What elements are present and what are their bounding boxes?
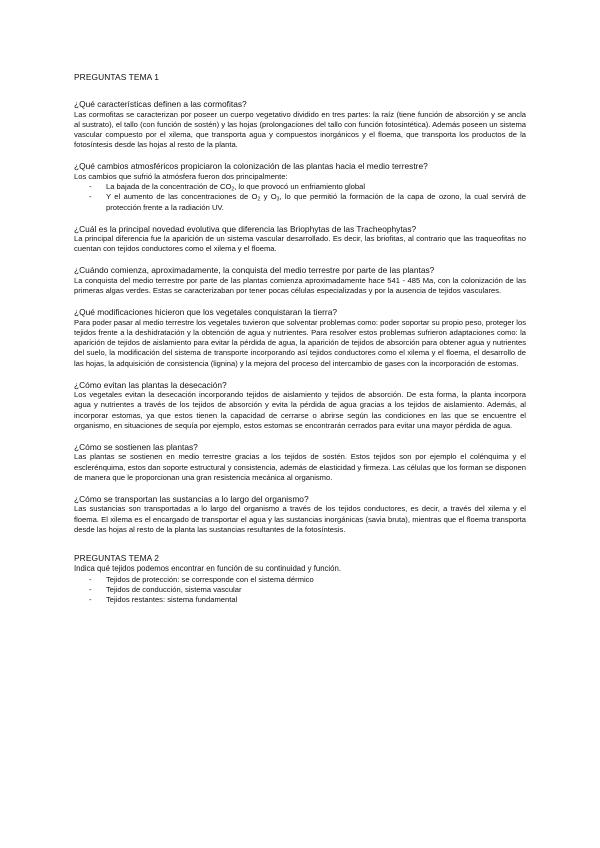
answer-8: Las sustancias son transportadas a lo largo del organismo a través de los tejidos conductores, es decir, a través del xilema y el floema. El xilema es el encargado de transportar el agua y las sustancias inorgánicas (savia bruta), mientras que el floema transporta desde las hojas al resto de la planta las sustancias resultantes de la fotosíntesis. bbox=[74, 504, 526, 534]
bullet-dash: - bbox=[89, 192, 92, 202]
list-item: - Tejidos restantes: sistema fundamental bbox=[89, 595, 238, 605]
question-5: ¿Qué modificaciones hicieron que los vegetales conquistaran la tierra? bbox=[74, 306, 338, 317]
qa-block-1 bbox=[74, 99, 526, 151]
question-8: ¿Cómo se transportan las sustancias a lo largo del organismo? bbox=[74, 493, 309, 504]
list-item: - La bajada de la concentración de $CO_2$, lo que provocó un enfriamiento global bbox=[89, 182, 366, 193]
answer-2: Los cambios que sufrió la atmósfera fueron dos principalmente: bbox=[74, 171, 288, 181]
answer-5: Para poder pasar al medio terrestre los vegetales tuvieron que solventar problemas como: poder soportar su propio peso, proteger los tejidos frente a la deshidratación y la obtención de agua y nutrientes. Para resolver estos problemas sufrieron adaptaciones como: la aparición de tejidos de aislamiento para evitar la pérdida de agua, la aparición de tejidos de absorción para obtener agua y nutrientes del suelo, la modificación del sistema de transporte incorporando así tejidos conductores como el xilema y el floema, el desarrollo de las hojas, la adquisición de consistencia (lignina) y la mejora del proceso del intercambio de gases con la incorporación de estomas. bbox=[74, 317, 526, 368]
question-6: ¿Cómo evitan las plantas la desecación? bbox=[74, 379, 227, 390]
bullet-dash: - bbox=[89, 182, 92, 192]
tema-2-intro: Indica qué tejidos podemos encontrar en función de su continuidad y función. bbox=[74, 564, 342, 574]
answer-1: Las cormofitas se caracterizan por poseer un cuerpo vegetativo dividido en tres partes: la raíz (tiene función de absorción y se ancla al sustrato), el tallo (con función de sostén) y las hojas (prolongaciones del tallo con función fotosintética). Además poseen un sistema vascular compuesto por el xilema, que transporta agua y compuestos inorgánicos y el floema, que transporta los productos de la fotosíntesis desde las hojas al resto de la planta. bbox=[74, 109, 526, 150]
document-content bbox=[74, 72, 526, 606]
list-item: - Tejidos de protección: se corresponde con el sistema dérmico bbox=[89, 574, 314, 584]
bullet-dash: - bbox=[89, 595, 92, 605]
section-heading-tema-2: PREGUNTAS TEMA 2 bbox=[74, 553, 160, 564]
qa-block-3 bbox=[74, 224, 526, 255]
answer-2-list bbox=[74, 182, 526, 213]
qa-block-8 bbox=[74, 494, 526, 535]
bullet-dash: - bbox=[89, 574, 92, 584]
question-1: ¿Qué características definen a las cormofitas? bbox=[74, 99, 247, 109]
question-3: ¿Cuál es la principal novedad evolutiva que diferencia las Briophytas de las Tracheophytas? bbox=[74, 223, 417, 234]
tema-2-list bbox=[74, 575, 526, 606]
qa-block-5 bbox=[74, 307, 526, 369]
qa-block-6 bbox=[74, 380, 526, 432]
answer-7: Las plantas se sostienen en medio terrestre gracias a los tejidos de sostén. Estos tejidos son por ejemplo el colénquima y el esclerénquima, estos dan soporte estructural y consistencia, además de elasticidad y firmeza. Las células que los forman se disponen de manera que le proporcionan una gran resistencia mecánica al organismo. bbox=[74, 452, 526, 482]
qa-block-4 bbox=[74, 265, 526, 296]
bullet-dash: - bbox=[89, 584, 92, 594]
section-heading-tema-1: PREGUNTAS TEMA 1 bbox=[74, 72, 160, 82]
answer-4: La conquista del medio terrestre por parte de las plantas comienza aproximadamente hace 541 - 485 Ma, con la colonización de las primeras algas verdes. Estas se caracterizaban por tener pocas células especializadas y por la ausencia de tejidos vasculares. bbox=[74, 275, 526, 296]
question-2: ¿Qué cambios atmosféricos propiciaron la colonización de las plantas hacia el medio terrestre? bbox=[74, 161, 428, 172]
list-item: - Tejidos de conducción, sistema vascular bbox=[89, 584, 242, 594]
answer-6: Los vegetales evitan la desecación incorporando tejidos de aislamiento y tejidos de absorción. De esta forma, la planta incorpora agua y nutrientes a través de los tejidos de absorción y evita la pérdida de agua gracias a los tejidos de aislamiento. Además, al incorporar estomas, ya que estos tienen la capacidad de cerrarse o abrirse según las condiciones en las que se encuentre el organismo, en situaciones de sequía por ejemplo, estos estomas se encontrarán cerrados para evitar una mayor pérdida de agua. bbox=[74, 390, 526, 430]
list-item: - Y el aumento de las concentraciones de $O_2$ y $O_3$, lo que permitió la formación de la capa de ozono, la cual servirá de protección frente a la radiación UV. bbox=[89, 192, 526, 212]
answer-3: La principal diferencia fue la aparición de un sistema vascular desarrollado. Es decir, las briofitas, al contrario que las traqueofitas no cuentan con tejidos conductores como el xilema y el floema. bbox=[74, 234, 526, 254]
question-4: ¿Cuándo comienza, aproximadamente, la conquista del medio terrestre por parte de las plantas? bbox=[74, 265, 435, 276]
qa-block-7 bbox=[74, 442, 526, 483]
question-7: ¿Cómo se sostienen las plantas? bbox=[74, 441, 198, 452]
qa-block-2 bbox=[74, 161, 526, 213]
